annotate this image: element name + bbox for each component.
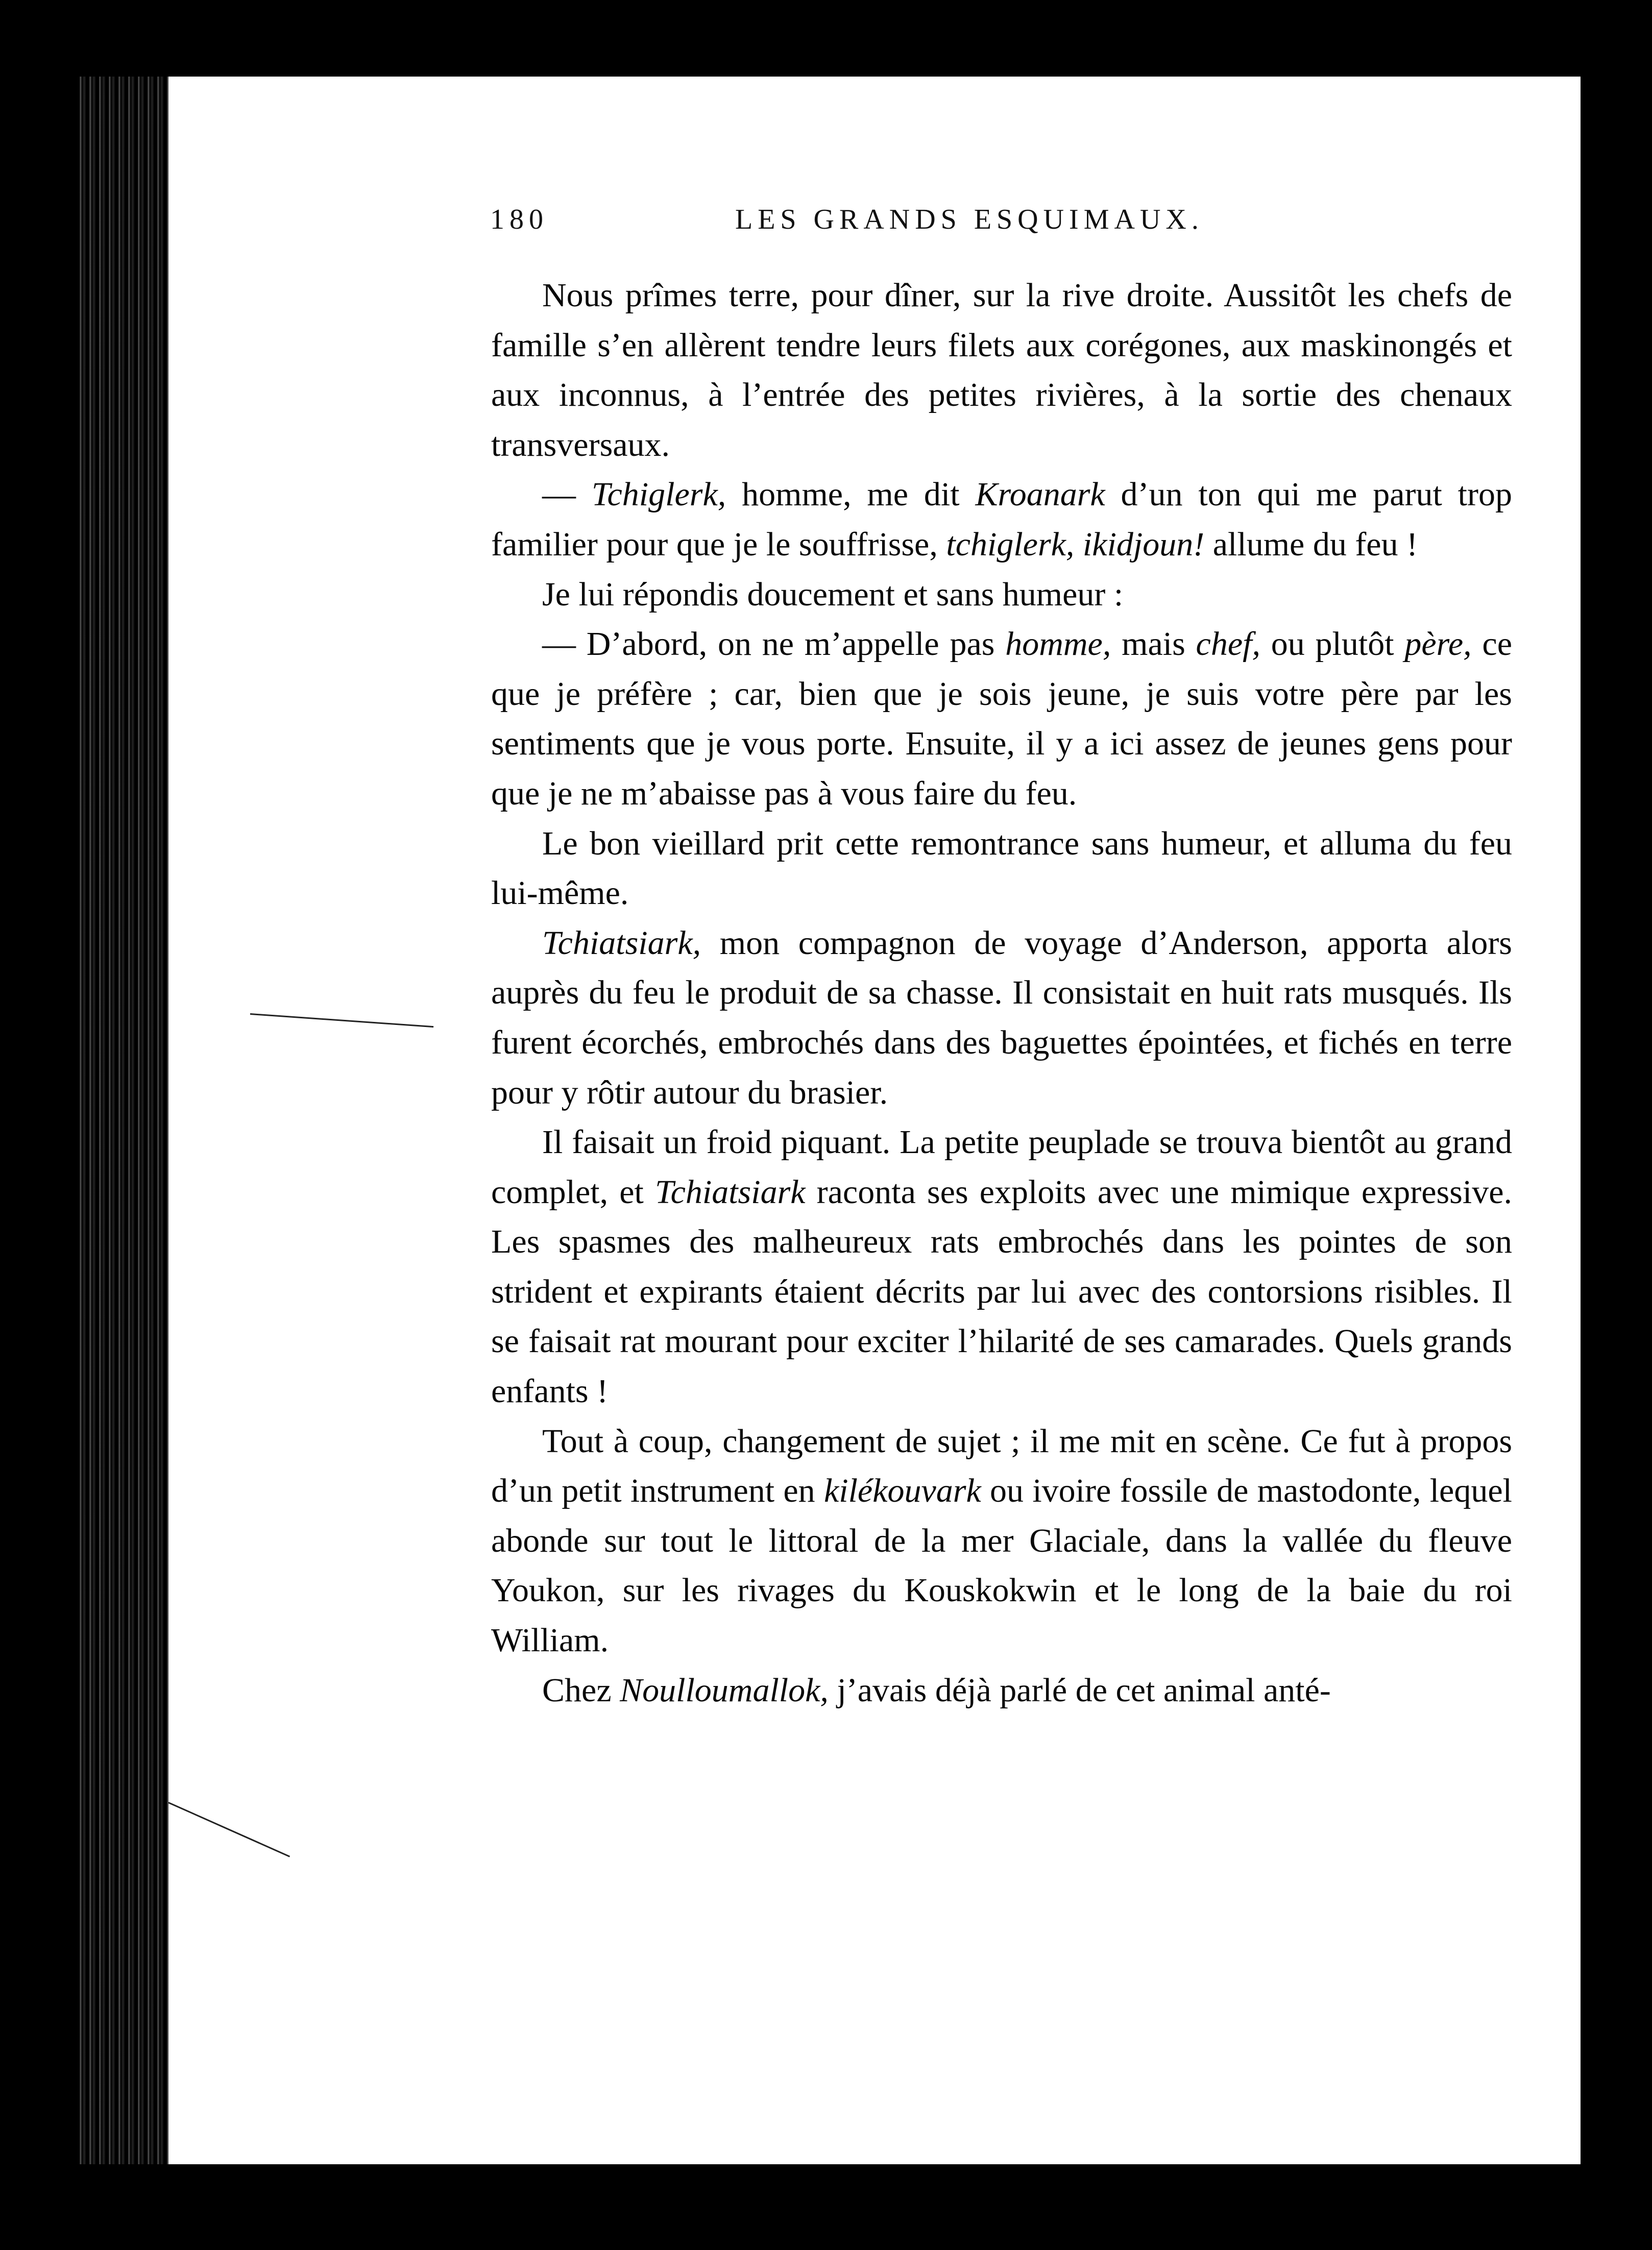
running-head — [490, 203, 1251, 244]
text-run: Il faisait un froid piquant. La petite peuplade se trouva bientôt au grand complet, et — [491, 1123, 1512, 1211]
text-run: mon compagnon de voyage d’Anderson, apporta alors auprès du feu le produit de sa chasse. Il consistait en huit rats musqués. Ils furent écorchés, embrochés dans des baguettes épointées, et fichés en terre pour y rôtir autour du brasier. — [491, 924, 1512, 1111]
italic-text: Noulloumallok, — [620, 1671, 829, 1709]
text-run: d’un ton qui me parut trop familier pour que je le souffrisse, — [491, 476, 1513, 563]
page-number: 180 — [490, 204, 548, 235]
body-text — [491, 271, 1512, 1715]
text-run: ou plutôt — [1260, 625, 1405, 663]
text-run: j’avais déjà parlé de cet animal anté- — [828, 1671, 1331, 1709]
italic-text: Tchiatsiark — [654, 1173, 806, 1211]
text-run: raconta ses exploits avec une mimique expressive. Les spasmes des malheureux rats embrochés dans les pointes de son strident et expirants étaient décrits par lui avec des contorsions risibles. Il se faisait rat mourant pour exciter l’hilarité de ses camarades. Quels grands enfants ! — [491, 1173, 1513, 1410]
text-run: Chez — [542, 1671, 620, 1709]
italic-text: Kroanark — [975, 476, 1105, 513]
italic-text: chef, — [1196, 625, 1260, 663]
text-run: — D’abord, on ne m’appelle pas — [542, 625, 1006, 663]
text-run: Tout à coup, changement de sujet ; il me mit en scène. Ce fut à propos d’un petit instrument en — [491, 1422, 1512, 1510]
paragraph — [491, 619, 1512, 818]
text-run: Le bon vieillard prit cette remontrance sans humeur, et alluma du feu lui-même. — [491, 824, 1512, 912]
italic-text: Tchiglerk, — [591, 476, 726, 513]
paragraph — [491, 1117, 1512, 1416]
text-run: Nous prîmes terre, pour dîner, sur la rive droite. Aussitôt les chefs de famille s’en allèrent tendre leurs filets aux corégones, aux maskinongés et aux inconnus, à l’entrée des petites rivières, à la sortie des chenaux transversaux. — [491, 277, 1512, 463]
text-run: ou ivoire fossile de mastodonte, lequel abonde sur tout le littoral de la mer Glaciale, dans la vallée du fleuve Youkon, sur les rivages du Kouskokwin et le long de la baie du roi William. — [491, 1472, 1512, 1659]
text-run: homme, me dit — [726, 476, 976, 513]
italic-text: père, — [1404, 625, 1472, 663]
italic-text: kilékouvark — [823, 1472, 981, 1510]
italic-text: Tchiatsiark, — [542, 924, 701, 962]
text-run: — — [542, 476, 592, 513]
text-run: mais — [1111, 625, 1196, 663]
paragraph — [491, 1666, 1512, 1716]
text-run: ce que je préfère ; car, bien que je sois jeune, je suis votre père par les sentiments que je vous porte. Ensuite, il y a ici assez de jeunes gens pour que je ne m’abaisse pas à vous faire du feu. — [491, 625, 1513, 812]
running-title: LES GRANDS ESQUIMAUX. — [735, 204, 1204, 235]
paragraph — [491, 570, 1512, 620]
text-run: Je lui répondis doucement et sans humeur : — [542, 575, 1124, 613]
paragraph — [491, 819, 1512, 918]
paragraph — [491, 1416, 1512, 1666]
text-run: allume du feu ! — [1204, 525, 1418, 563]
italic-text: tchiglerk, ikidjoun! — [946, 525, 1205, 563]
paragraph — [491, 918, 1512, 1117]
italic-text: homme, — [1005, 625, 1111, 663]
page-right-edge — [1577, 77, 1616, 2164]
paragraph — [491, 470, 1512, 569]
paragraph — [491, 271, 1512, 470]
